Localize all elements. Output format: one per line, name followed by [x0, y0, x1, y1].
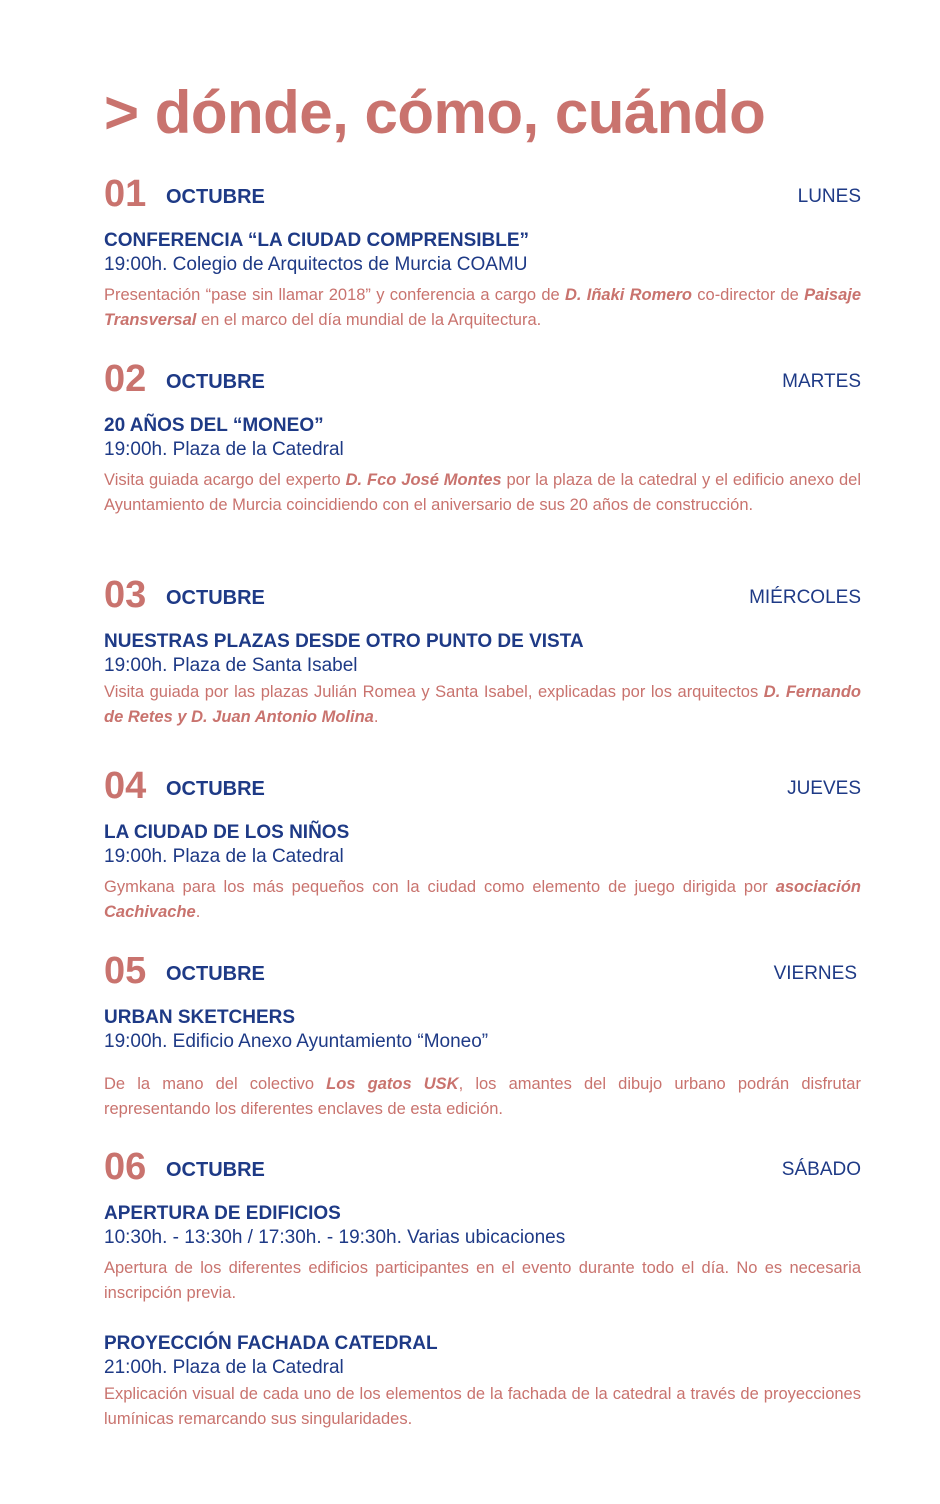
weekday-label: JUEVES: [787, 778, 861, 799]
description-text: , los amantes del dibujo urbano podrán disfrutar representando los diferentes enclaves de esta edición.: [104, 1075, 861, 1118]
event-title: CONFERENCIA “LA CIUDAD COMPRENSIBLE”: [104, 230, 530, 251]
day-section-04: [104, 764, 861, 924]
day-header: [104, 764, 861, 808]
description-text: .: [195, 902, 201, 921]
event-title: LA CIUDAD DE LOS NIÑOS: [104, 822, 350, 843]
day-number: 03: [104, 574, 147, 616]
month-label: OCTUBRE: [166, 778, 265, 800]
event-block: [104, 1332, 861, 1431]
month-label: OCTUBRE: [166, 371, 265, 393]
day-header: [104, 172, 861, 216]
event-description: [104, 468, 861, 517]
month-label: OCTUBRE: [166, 963, 265, 985]
weekday-label: LUNES: [797, 186, 861, 207]
event-block: [104, 414, 861, 517]
event-time-location: 19:00h. Edificio Anexo Ayuntamiento “Moneo”: [104, 1031, 489, 1052]
day-number: 06: [104, 1146, 147, 1188]
event-block: [104, 1202, 861, 1305]
event-block: [104, 821, 861, 924]
weekday-label: MIÉRCOLES: [749, 587, 861, 608]
event-time-location: 19:00h. Colegio de Arquitectos de Murcia COAMU: [104, 254, 528, 275]
event-title: URBAN SKETCHERS: [104, 1007, 296, 1028]
day-header: [104, 949, 861, 993]
event-time-location: 19:00h. Plaza de la Catedral: [104, 846, 344, 867]
weekday-label: SÁBADO: [781, 1159, 861, 1180]
description-text: en el marco del día mundial de la Arquitectura.: [196, 310, 542, 329]
event-description: [104, 283, 861, 332]
day-section-06: [104, 1145, 861, 1431]
day-section-03: [104, 573, 861, 729]
description-text: Apertura de los diferentes edificios participantes en el evento durante todo el día. No es necesaria inscripción previa.: [104, 1259, 861, 1302]
month-label: OCTUBRE: [166, 1159, 265, 1181]
description-text: Presentación “pase sin llamar 2018” y conferencia a cargo de: [104, 286, 565, 304]
event-description: [104, 1382, 861, 1431]
highlighted-name: Paisaje Transversal: [104, 286, 862, 329]
day-number: 02: [104, 358, 147, 400]
weekday-label: MARTES: [782, 371, 861, 392]
event-description: [104, 1072, 861, 1121]
day-section-02: [104, 357, 861, 517]
day-header: [104, 357, 861, 401]
page-title: > dónde, cómo, cuándo: [104, 79, 766, 146]
day-section-01: [104, 172, 861, 332]
day-number: 04: [104, 765, 147, 807]
description-text: por la plaza de la catedral y el edificio anexo del Ayuntamiento de Murcia coincidiendo con el aniversario de sus 20 años de construcción.: [104, 471, 861, 514]
description-text: Explicación visual de cada uno de los elementos de la fachada de la catedral a través de proyecciones lumínicas remarcando sus singularidades.: [104, 1385, 861, 1428]
event-time-location: 21:00h. Plaza de la Catedral: [104, 1357, 344, 1378]
event-time-location: 10:30h. - 13:30h / 17:30h. - 19:30h. Varias ubicaciones: [104, 1227, 566, 1248]
day-number: 01: [104, 173, 147, 215]
month-label: OCTUBRE: [166, 587, 265, 609]
highlighted-name: D. Fco José Montes: [345, 471, 502, 489]
event-title: 20 AÑOS DEL “MONEO”: [104, 415, 324, 436]
event-time-location: 19:00h. Plaza de Santa Isabel: [104, 655, 358, 676]
day-number: 05: [104, 950, 147, 992]
event-description: [104, 680, 861, 729]
highlighted-name: D. Iñaki Romero: [564, 286, 692, 304]
event-block: [104, 1006, 861, 1121]
description-text: De la mano del colectivo: [104, 1075, 327, 1093]
month-label: OCTUBRE: [166, 186, 265, 208]
event-block: [104, 630, 861, 729]
weekday-label: VIERNES: [773, 963, 857, 984]
description-text: Visita guiada por las plazas Julián Romea y Santa Isabel, explicadas por los arquitectos: [104, 683, 764, 701]
day-section-05: [104, 949, 861, 1121]
event-time-location: 19:00h. Plaza de la Catedral: [104, 439, 344, 460]
event-title: NUESTRAS PLAZAS DESDE OTRO PUNTO DE VISTA: [104, 631, 584, 652]
description-text: Visita guiada acargo del experto: [104, 471, 346, 489]
highlighted-name: Los gatos USK: [326, 1075, 459, 1093]
day-header: [104, 1145, 861, 1189]
event-description: [104, 875, 861, 924]
description-text: Gymkana para los más pequeños con la ciudad como elemento de juego dirigida por: [104, 878, 776, 896]
event-block: [104, 229, 861, 332]
highlighted-name: D. Fernando de Retes y D. Juan Antonio Molina: [104, 683, 861, 726]
event-description: [104, 1256, 861, 1305]
description-text: .: [373, 707, 379, 726]
highlighted-name: asociación Cachivache: [104, 878, 861, 921]
event-title: PROYECCIÓN FACHADA CATEDRAL: [104, 1333, 438, 1354]
event-title: APERTURA DE EDIFICIOS: [104, 1203, 341, 1224]
day-header: [104, 573, 861, 617]
description-text: co-director de: [691, 286, 805, 304]
